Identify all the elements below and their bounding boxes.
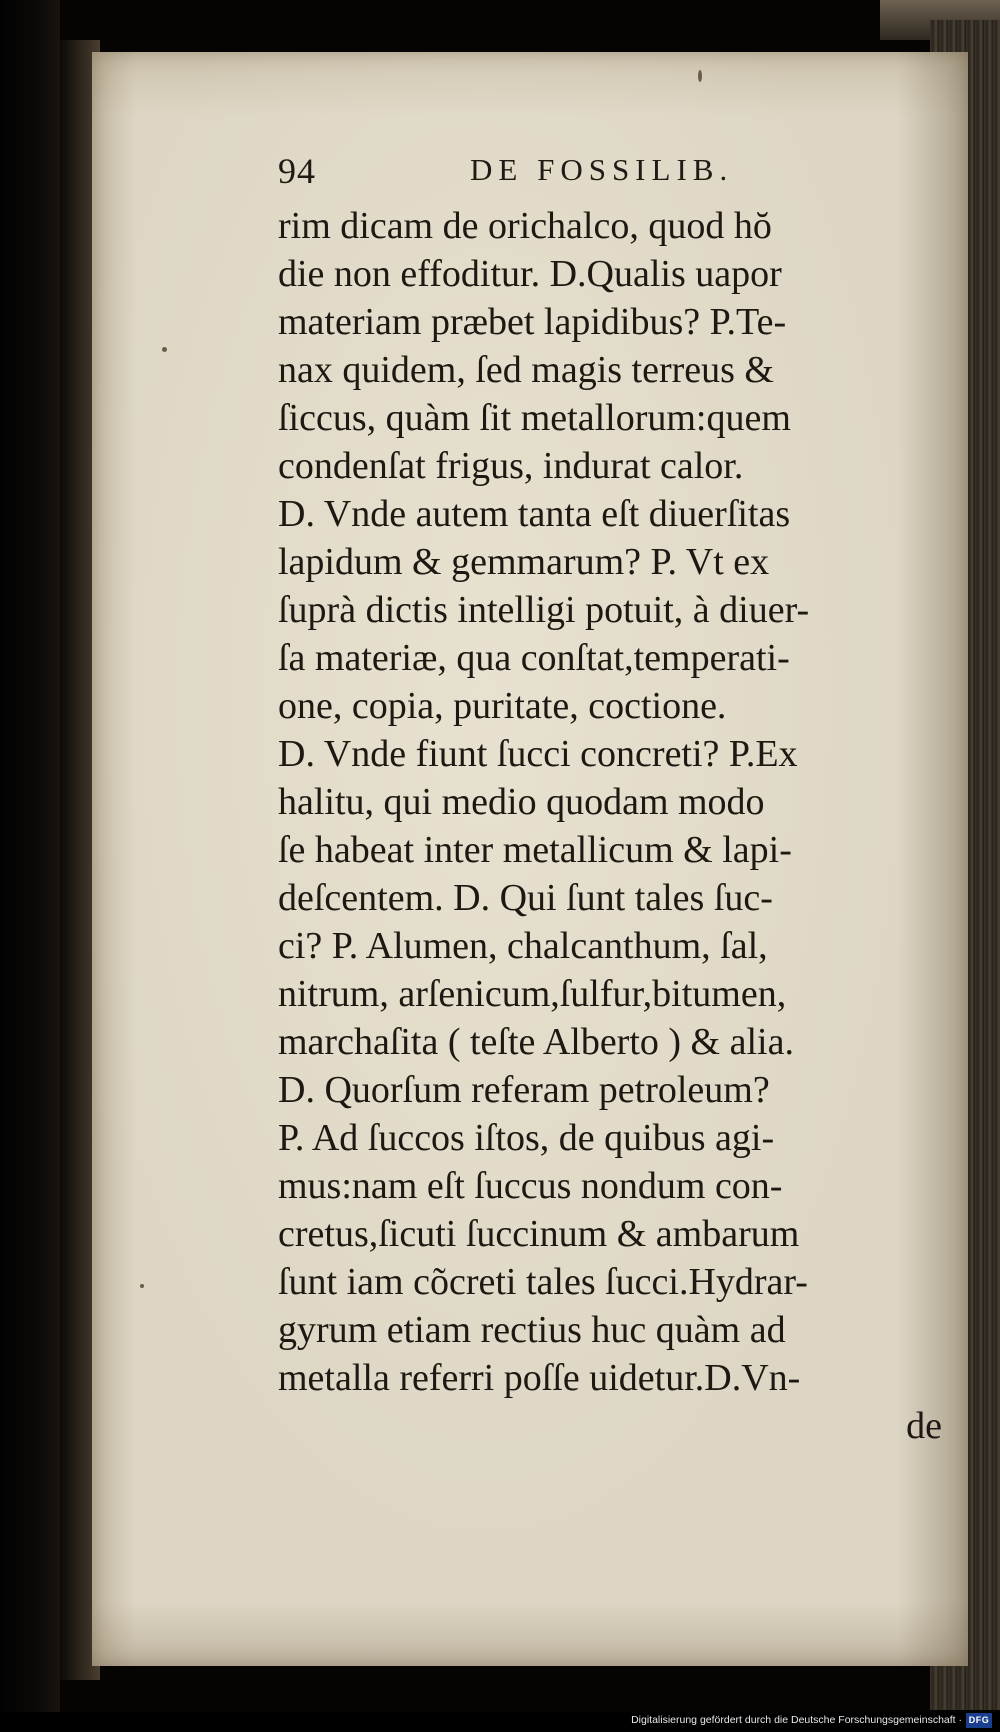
text-line: rim dicam de orichalco, quod hŏ <box>278 205 772 247</box>
book-spine <box>0 0 60 1732</box>
text-line: ſe habeat inter metallicum & lapi- <box>278 829 792 871</box>
text-line: ci? P. Alumen, chalcanthum, ſal, <box>278 925 768 967</box>
paper-speck <box>140 1284 144 1288</box>
running-head: DE FOSSILIB. <box>470 152 734 187</box>
dfg-logo: DFG <box>966 1713 992 1728</box>
text-line: metalla referri poſſe uidetur.D.Vn- <box>278 1357 801 1399</box>
text-line: gyrum etiam rectius huc quàm ad <box>278 1309 786 1351</box>
text-line: halitu, qui medio quodam modo <box>278 781 765 823</box>
text-line: ſiccus, quàm ſit metallorum:quem <box>278 397 791 439</box>
paper-speck <box>162 347 167 352</box>
catchword: de <box>906 1405 942 1447</box>
text-line: lapidum & gemmarum? P. Vt ex <box>278 541 770 583</box>
text-line: condenſat frigus, indurat calor. <box>278 445 744 487</box>
text-line: die non effoditur. D.Qualis uapor <box>278 253 782 295</box>
text-line: D. Quorſum referam petroleum? <box>278 1069 770 1111</box>
text-line: D. Vnde autem tanta eſt diuerſitas <box>278 493 791 535</box>
text-line: ſunt iam cõcreti tales ſucci.Hydrar- <box>278 1261 808 1303</box>
page-header <box>278 150 818 194</box>
text-line: one, copia, puritate, coctione. <box>278 685 727 727</box>
text-line: marchaſita ( teſte Alberto ) & alia. <box>278 1021 794 1063</box>
body-text <box>278 202 958 1450</box>
text-line: D. Vnde fiunt ſucci concreti? P.Ex <box>278 733 798 775</box>
text-line: mus:nam eſt ſuccus nondum con- <box>278 1165 783 1207</box>
text-line: ſuprà dictis intelligi potuit, à diuer- <box>278 589 810 631</box>
text-line: ſa materiæ, qua conſtat,temperati- <box>278 637 790 679</box>
text-line: deſcentem. D. Qui ſunt tales ſuc- <box>278 877 773 919</box>
paper-speck <box>698 70 702 82</box>
text-line: cretus,ſicuti ſuccinum & ambarum <box>278 1213 800 1255</box>
text-line: P. Ad ſuccos iſtos, de quibus agi- <box>278 1117 775 1159</box>
text-line: materiam præbet lapidibus? P.Te- <box>278 301 787 343</box>
text-line: nitrum, arſenicum,ſulfur,bitumen, <box>278 973 787 1015</box>
digitization-credit: Digitalisierung gefördert durch die Deutsche Forschungsgemeinschaft · <box>631 1714 962 1726</box>
page-number: 94 <box>278 151 316 191</box>
text-line: nax quidem, ſed magis terreus & <box>278 349 774 391</box>
